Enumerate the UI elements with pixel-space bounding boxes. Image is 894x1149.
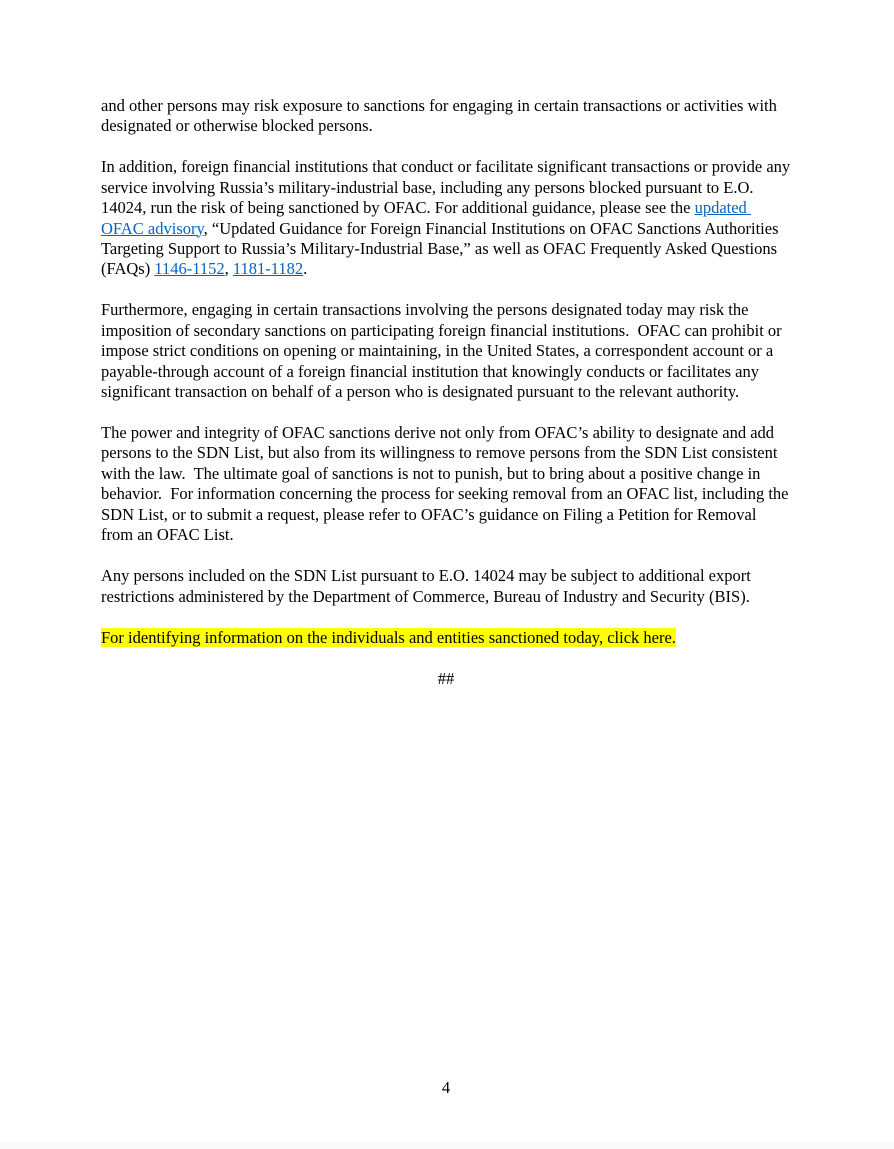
- page-bottom-edge: [0, 1142, 894, 1149]
- inline-link[interactable]: updated OFAC advisory: [101, 198, 751, 238]
- text-run: ,: [224, 259, 233, 279]
- paragraph: [101, 96, 791, 137]
- paragraph: [101, 300, 791, 402]
- document-body: [101, 96, 795, 648]
- text-run: The power and integrity of OFAC sanctions derive not only from OFAC’s ability to designate and add persons to the SDN List, but also from its willingness to remove persons from the SDN List consistent with the law. The ultimate goal of sanctions is not to punish, but to bring about a positive change in behavior. For information concerning the process for seeking removal from an OFAC list, including the SDN List, or to submit a request, please refer to OFAC’s guidance on Filing a Petition for Removal from an OFAC List.: [101, 423, 793, 545]
- page-content: [101, 96, 795, 689]
- text-run: In addition, foreign financial institutions that conduct or facilitate significant transactions or provide any service involving Russia’s military-industrial base, including any persons blocked pursuant to E.O. 14024, run the risk of being sanctioned by OFAC. For additional guidance, please see the: [101, 157, 795, 218]
- text-run: .: [303, 259, 308, 279]
- text-run: and other persons may risk exposure to sanctions for engaging in certain transactions or activities with designated or otherwise blocked persons.: [101, 96, 781, 136]
- highlighted-text: For identifying information on the individuals and entities sanctioned today, click here.: [101, 627, 676, 647]
- inline-link[interactable]: 1181-1182: [232, 259, 304, 279]
- highlighted-paragraph: [101, 628, 791, 648]
- text-run: Any persons included on the SDN List pursuant to E.O. 14024 may be subject to additional export restrictions administered by the Department of Commerce, Bureau of Industry and Security (BIS).: [101, 566, 755, 606]
- inline-link[interactable]: 1146-1152: [154, 259, 225, 279]
- page-number: 4: [441, 1078, 451, 1097]
- paragraph: [101, 157, 795, 279]
- paragraph: [101, 566, 791, 607]
- text-run: Furthermore, engaging in certain transactions involving the persons designated today may risk the imposition of secondary sanctions on participating foreign financial institutions. OFAC can prohibit or impose strict conditions on opening or maintaining, in the United States, a correspondent account or a payable-through account of a foreign financial institution that knowingly conducts or facilitates any significant transaction on behalf of a person who is designated pursuant to the relevant authority.: [101, 300, 786, 402]
- text-run: , “Updated Guidance for Foreign Financial Institutions on OFAC Sanctions Authorities Targeting Support to Russia’s Military-Industrial Base,” as well as OFAC Frequently Asked Questions (FAQs): [101, 218, 783, 279]
- end-mark: ##: [437, 668, 455, 688]
- paragraph: [101, 423, 791, 545]
